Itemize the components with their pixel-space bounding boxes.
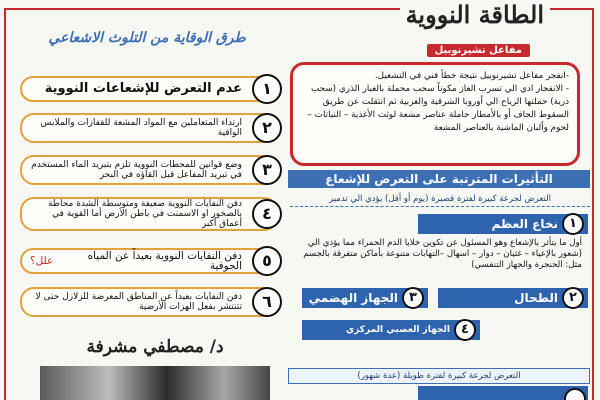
number-badge: ٢	[562, 287, 584, 309]
prevention-heading: طرق الوقاية من التلوث الاشعاعي	[48, 30, 246, 46]
number-badge: ٤	[252, 199, 282, 229]
bone-marrow-description: أول ما يتأثر بالإشعاع وهو المسئول عن تكوين خلايا الدم الحمراء مما يؤدي الي (شعور بالإعياء – غثيان – دوار – اسهال –التهابات متنوعة بأماكن متفرقة بالجسم مثل: الحنجرة والجهاز التنفسي)	[303, 238, 582, 270]
prevention-item-6	[20, 287, 278, 317]
spleen-bar	[438, 288, 588, 308]
item-text-main: دفن النفايات النووية بعيداً عن المياه الجوفية	[87, 250, 242, 272]
prevention-item-3	[20, 155, 278, 185]
prevention-item-5	[20, 248, 278, 274]
bar-label: الطحال	[514, 291, 558, 305]
author-name: د/ مصطفي مشرفة	[86, 337, 224, 357]
number-badge: ١	[252, 74, 282, 104]
prevention-item-4	[20, 197, 278, 231]
box-line-1: -انفجر مفاعل تشيرنوبيل نتيجة خطأ فني في التشغيل.	[374, 71, 569, 81]
chernobyl-box	[290, 62, 580, 166]
effects-section-header: التأثيرات المترتبة على التعرض للإشعاع	[288, 170, 590, 188]
long-exposure-subheading: التعرض لجرعة كبيرة لفترة طويلة (عدة شهور)	[288, 368, 590, 384]
digestive-system-bar	[302, 288, 428, 308]
bar-label: الجهاز العصبي المركزي	[345, 325, 450, 335]
number-badge: ٤	[454, 319, 476, 341]
page-title: الطاقة النووية	[400, 0, 550, 30]
author-photo	[40, 366, 270, 400]
next-effect-bar	[418, 386, 588, 400]
item-text: دفن النفايات بعيداً عن المناطق المعرضة للزلازل حتى لا تتنتشر بفعل الهزات الأرضية	[35, 292, 242, 312]
number-badge: ١	[562, 213, 584, 235]
number-badge: ٥	[252, 246, 282, 276]
number-badge: ٣	[252, 155, 282, 185]
prevention-item-1	[20, 76, 278, 102]
chernobyl-tag: مفاعل تشيرنوبيل	[427, 44, 530, 57]
number-badge: ٦	[252, 287, 282, 317]
item-text: عدم التعرض للإشعاعات النووية	[44, 81, 242, 96]
prevention-item-2	[20, 113, 278, 143]
bar-label: الجهاز الهضمي	[308, 291, 398, 305]
number-badge: ٢	[252, 113, 282, 143]
bone-marrow-bar	[418, 214, 588, 234]
number-badge: ٣	[402, 287, 424, 309]
item-text	[30, 250, 242, 272]
item-text: ارتداء المتعاملين مع المواد المشعة للقفازات والملابس الواقية	[40, 118, 242, 138]
short-exposure-subheading: التعرض لجرعة كبيرة لفترة قصيرة (يوم أو أقل) يؤدي الي تدمير	[290, 192, 590, 207]
item-text: وضع قوانين للمحطات النووية تلزم بتبريد الماء المستخدم في تبريد المفاعل قبل القاؤه في البحر	[31, 160, 242, 180]
bar-label: نخاع العظم	[491, 217, 558, 231]
box-line-2: - الانفجار ادي الي تسرب الغاز مكوناً سحب محملة بالغبار الذري (سحب ذرية) حملتها الرياح الي أوروبا الشرقية والغربية ثم انتقلت عن طريق السقوط الجاف أو بالأمطار حاملة عناصر مشعة لوثت الأغذية – النباتات – لحوم وألبان الماشية بالعناصر المشعة	[307, 84, 569, 133]
cns-bar	[302, 320, 480, 340]
item-text: دفن النفايات النووية ضعيفة ومتوسطة الشدة محاطة بالصخور او الاسمنت في باطن الأرض أما القوية في أعماق أكبر	[47, 199, 242, 229]
why-highlight: علل؟	[30, 255, 54, 267]
